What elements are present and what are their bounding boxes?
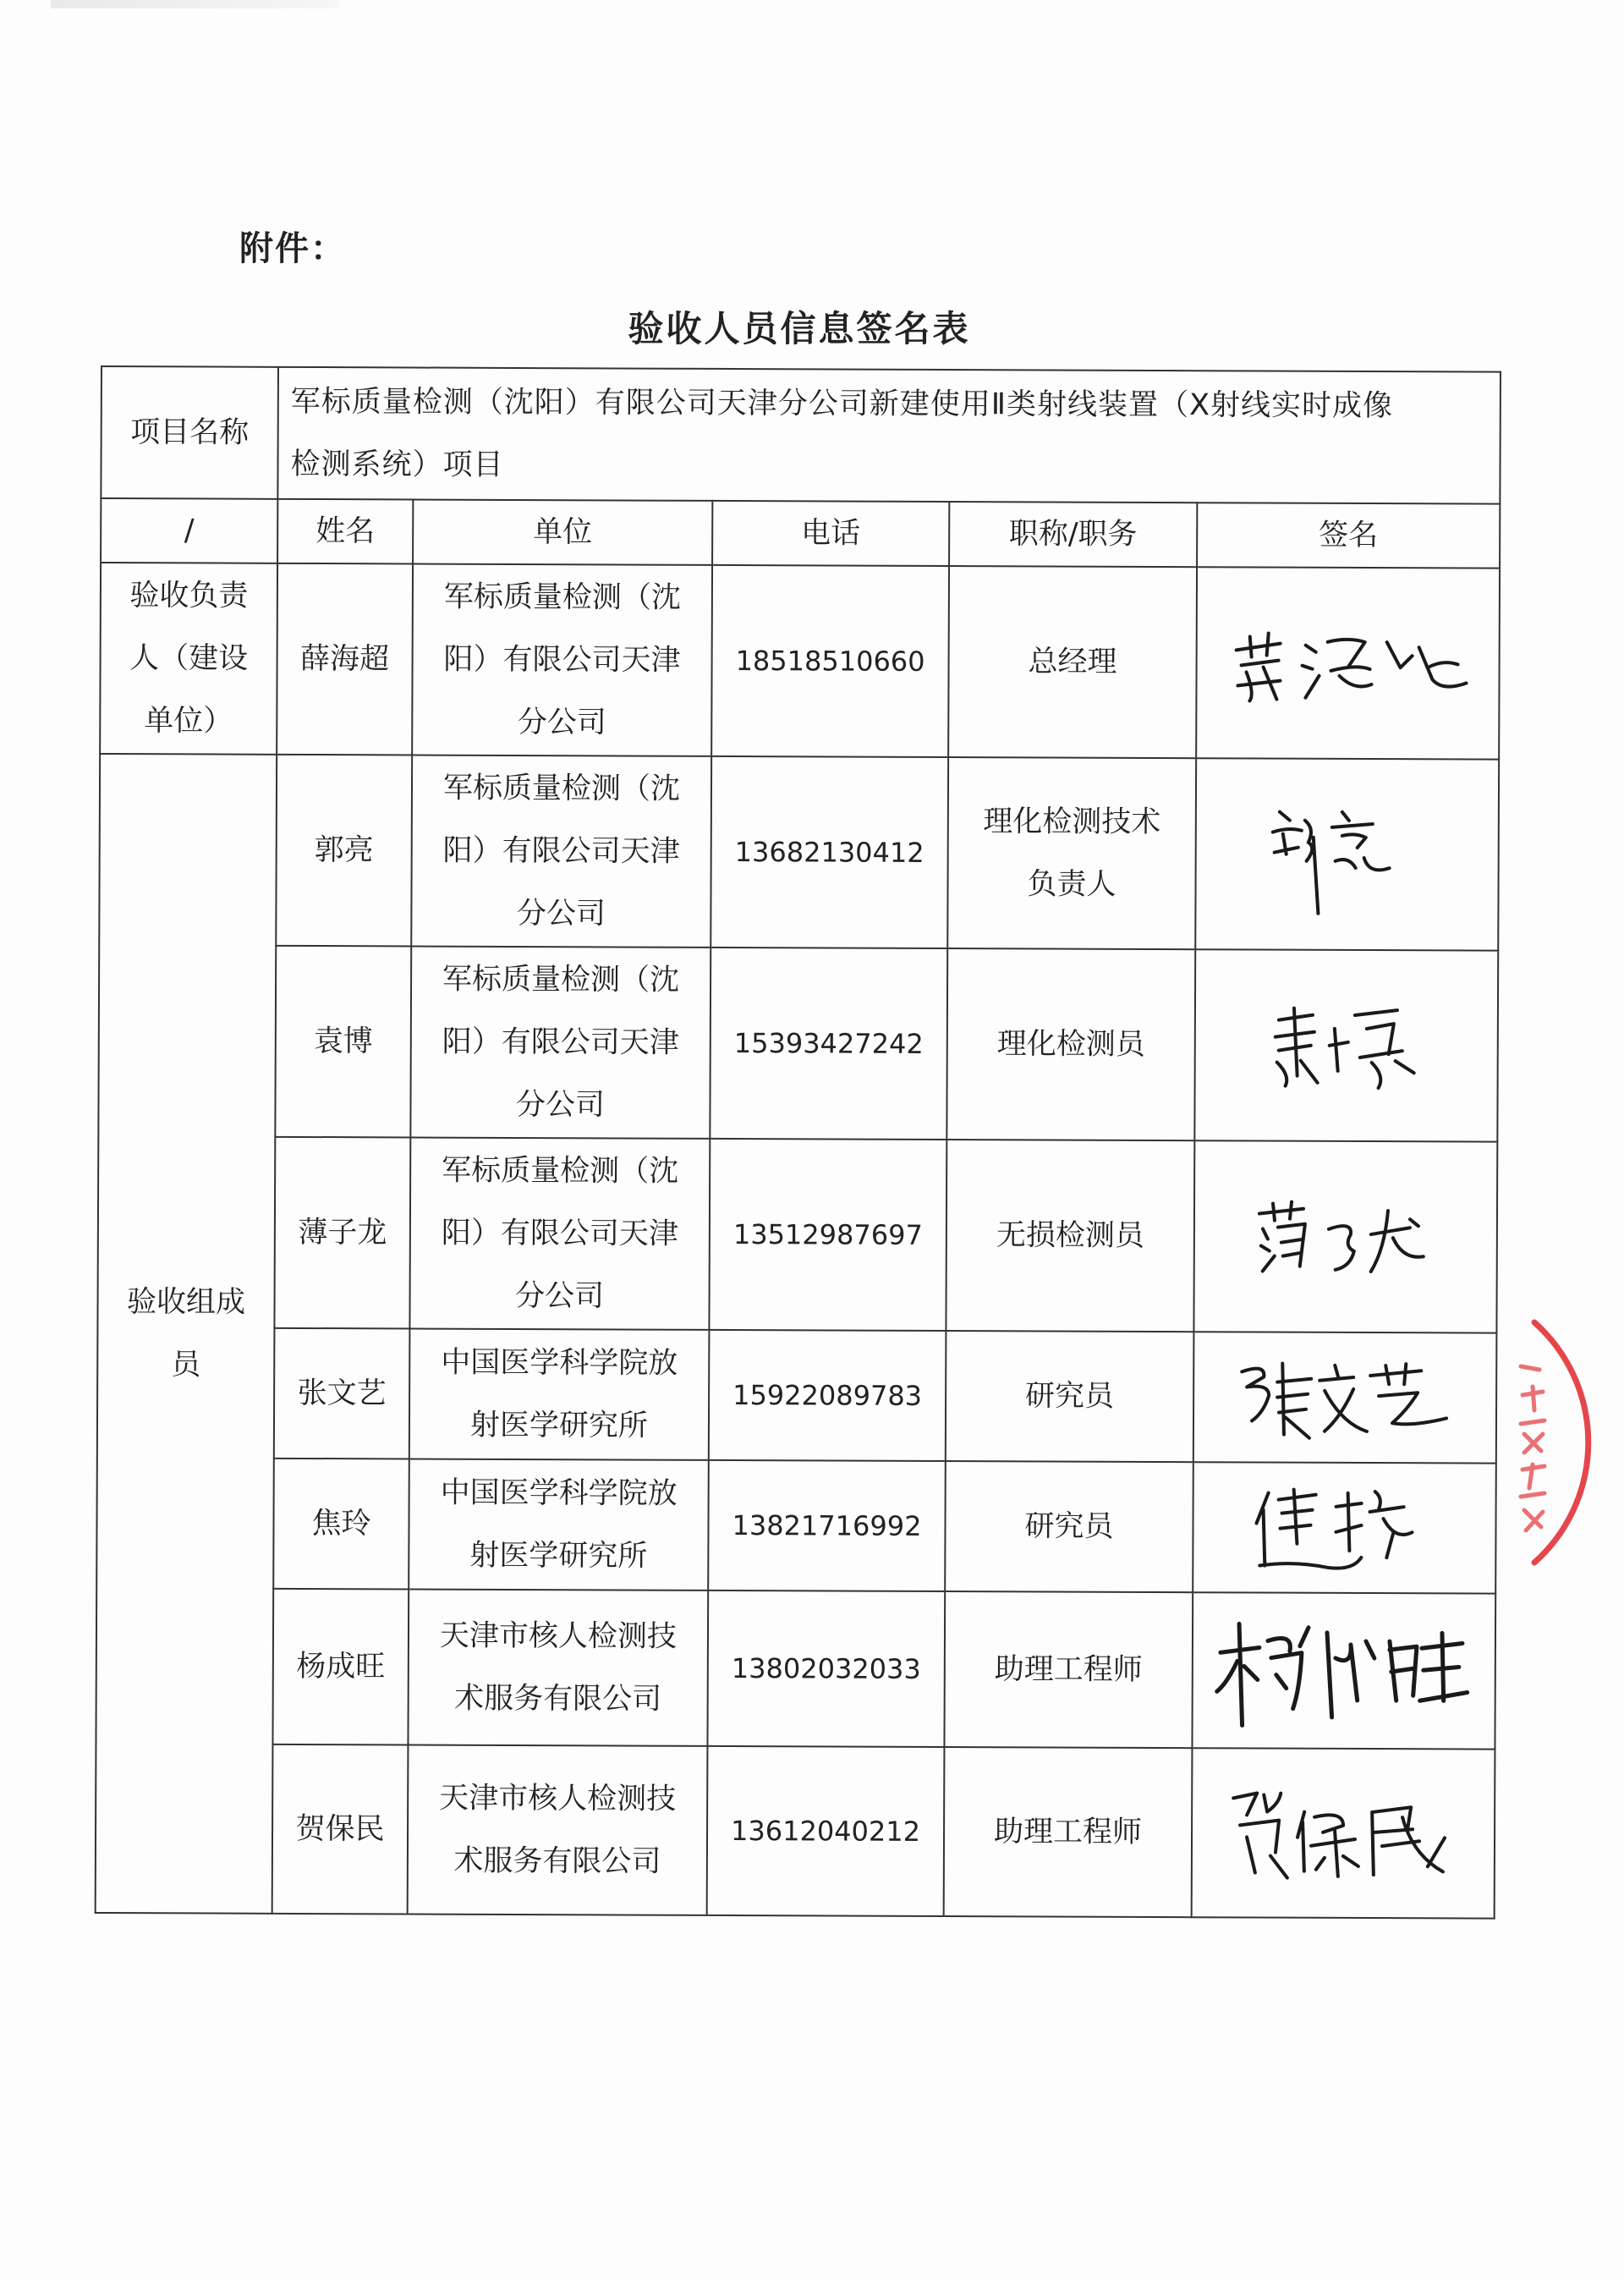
person-phone: 13612040212 <box>707 1746 945 1916</box>
person-phone: 13512987697 <box>709 1139 946 1331</box>
signature-cell <box>1193 1140 1497 1332</box>
unit-line: 天津市核人检测技 <box>439 1781 677 1816</box>
person-title: 研究员 <box>946 1331 1194 1462</box>
person-name: 郭亮 <box>276 755 412 947</box>
signature-xue-haichao <box>1221 616 1474 710</box>
signature-cell <box>1193 1462 1496 1593</box>
person-name: 张文艺 <box>274 1328 410 1459</box>
unit-line: 天津市核人检测技 <box>439 1618 678 1654</box>
project-value-line: 军标质量检测（沈阳）有限公司天津分公司新建使用Ⅱ类射线装置（X射线实时成像 <box>290 384 1394 424</box>
person-name: 袁博 <box>275 946 411 1138</box>
project-value-line: 检测系统）项目 <box>290 447 504 482</box>
person-name: 杨成旺 <box>272 1589 409 1745</box>
signature-cell <box>1195 758 1499 950</box>
signature-guo-liang <box>1254 786 1440 922</box>
unit-line: 分公司 <box>517 705 606 740</box>
person-title: 理化检测员 <box>946 948 1195 1140</box>
person-unit <box>409 1459 709 1590</box>
person-unit <box>411 755 711 947</box>
header-name: 姓名 <box>277 499 413 564</box>
title-line: 负责人 <box>1027 867 1116 902</box>
unit-line: 射医学研究所 <box>469 1408 649 1443</box>
signature-table <box>95 365 1501 1920</box>
unit-line: 军标质量检测（沈 <box>442 771 681 806</box>
role-line: 人（建设 <box>129 641 249 676</box>
red-seal-stamp <box>1504 1316 1614 1569</box>
table-row <box>96 1458 1496 1594</box>
header-phone: 电话 <box>712 501 949 566</box>
person-unit <box>410 946 710 1138</box>
person-title: 助理工程师 <box>944 1747 1193 1917</box>
document-title: 验收人员信息签名表 <box>628 308 971 349</box>
unit-line: 分公司 <box>515 1087 606 1123</box>
table-row <box>100 563 1500 760</box>
signature-cell <box>1193 1332 1497 1463</box>
person-name: 薛海超 <box>277 563 413 755</box>
person-unit <box>408 1744 708 1915</box>
person-title <box>947 757 1196 949</box>
person-unit <box>409 1137 710 1329</box>
unit-line: 阳）有限公司天津 <box>441 1216 678 1251</box>
signature-he-baomin <box>1216 1777 1471 1888</box>
unit-line: 分公司 <box>514 1278 605 1314</box>
person-phone: 15922089783 <box>709 1330 946 1461</box>
role-line: 单位） <box>144 704 233 739</box>
person-unit <box>409 1328 710 1459</box>
signature-jiao-ling <box>1234 1472 1455 1583</box>
person-name: 贺保民 <box>272 1744 409 1915</box>
table-row <box>97 1327 1497 1464</box>
project-value <box>277 367 1501 504</box>
header-row <box>101 498 1500 569</box>
person-phone: 13802032033 <box>707 1591 945 1747</box>
signature-cell <box>1196 567 1500 759</box>
person-title: 助理工程师 <box>944 1591 1193 1748</box>
person-title: 研究员 <box>945 1461 1193 1592</box>
role-line: 验收负责 <box>129 579 249 613</box>
role-line: 验收组成 <box>126 1285 246 1320</box>
table-row <box>99 754 1499 951</box>
title-line: 理化检测技术 <box>983 805 1161 840</box>
unit-line: 中国医学科学院放 <box>440 1475 678 1511</box>
project-label: 项目名称 <box>101 366 278 499</box>
signature-zhang-wenyi <box>1226 1346 1463 1448</box>
unit-line: 军标质量检测（沈 <box>443 580 681 615</box>
unit-line: 术服务有限公司 <box>453 1843 661 1879</box>
project-row <box>101 366 1501 504</box>
table-row <box>96 1588 1495 1750</box>
person-phone: 18518510660 <box>711 565 949 757</box>
unit-line: 军标质量检测（沈 <box>442 962 680 997</box>
person-phone: 15393427242 <box>710 948 947 1140</box>
unit-line: 术服务有限公司 <box>454 1681 662 1717</box>
table-row <box>97 1136 1497 1333</box>
role-line: 员 <box>171 1348 201 1382</box>
header-title: 职称/职务 <box>949 502 1197 567</box>
signature-bo-zilong <box>1244 1189 1447 1283</box>
table-row <box>98 945 1498 1142</box>
person-name: 薄子龙 <box>274 1137 410 1329</box>
unit-line: 阳）有限公司天津 <box>442 1025 679 1060</box>
unit-line: 分公司 <box>516 896 606 931</box>
unit-line: 阳）有限公司天津 <box>442 833 680 869</box>
unit-line: 射医学研究所 <box>469 1538 648 1574</box>
person-title: 总经理 <box>948 566 1197 758</box>
unit-line: 中国医学科学院放 <box>441 1345 678 1381</box>
header-signature: 签名 <box>1197 503 1500 568</box>
signature-yang-chengwang <box>1209 1607 1480 1734</box>
role-leader <box>100 563 277 755</box>
unit-line: 阳）有限公司天津 <box>443 642 681 678</box>
person-unit <box>412 563 712 755</box>
scan-edge-artifact <box>51 0 338 8</box>
signature-cell <box>1192 1748 1495 1918</box>
header-unit: 单位 <box>413 499 712 564</box>
unit-line: 军标质量检测（沈 <box>442 1153 679 1189</box>
person-name: 焦玲 <box>273 1459 409 1590</box>
header-slash: / <box>101 498 277 563</box>
role-members <box>96 754 277 1914</box>
attachment-label: 附件： <box>239 229 346 268</box>
person-title: 无损检测员 <box>946 1140 1194 1332</box>
person-unit <box>408 1589 708 1745</box>
person-phone: 13821716992 <box>708 1460 946 1591</box>
signature-cell <box>1194 949 1498 1141</box>
signature-cell <box>1192 1592 1495 1749</box>
person-phone: 13682130412 <box>710 756 948 948</box>
table-row <box>96 1744 1495 1919</box>
signature-yuan-bo <box>1254 994 1440 1096</box>
